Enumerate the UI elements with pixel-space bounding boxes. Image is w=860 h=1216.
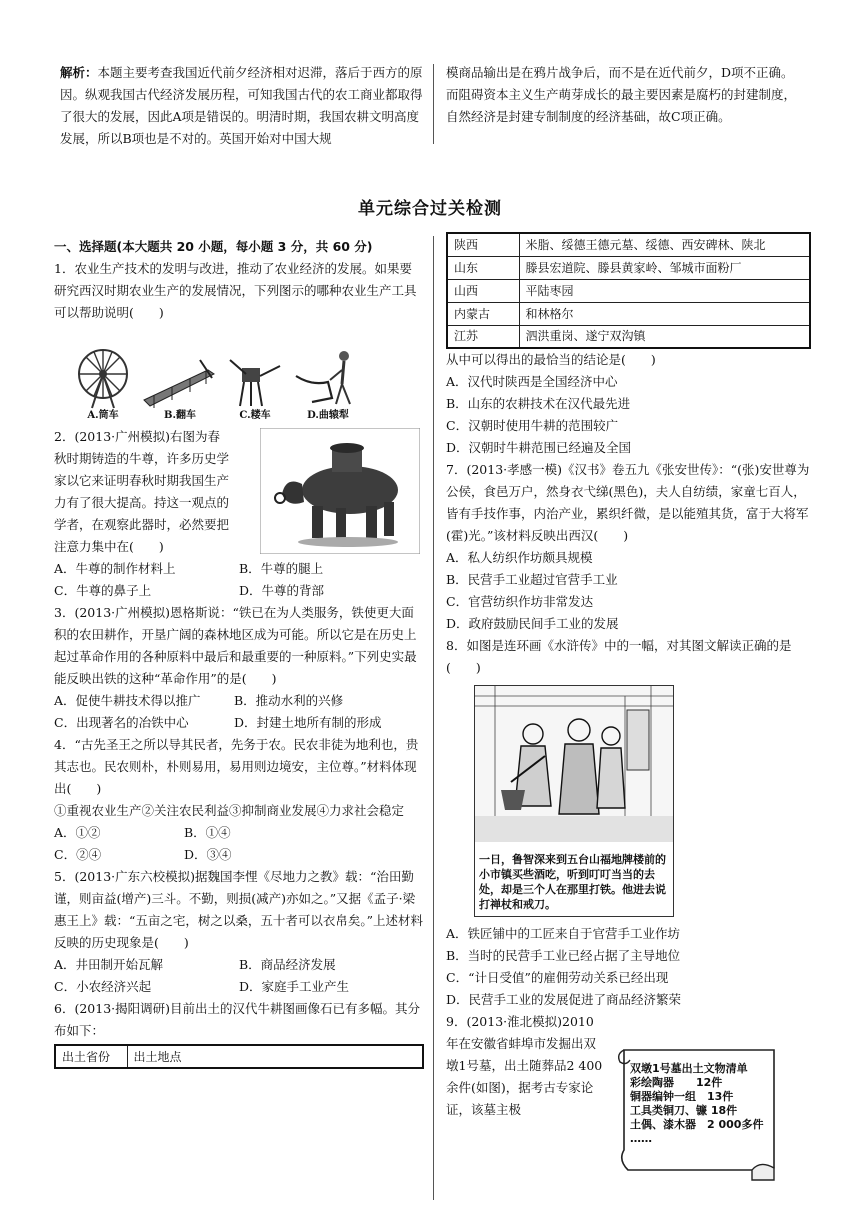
- top-explanation-left: [60, 62, 426, 150]
- page-title: 单元综合过关检测: [358, 199, 502, 219]
- q1-stem: 1．农业生产技术的发明与改进，推动了农业经济的发展。如果要研究西汉时期农业生产的发展情况，下列图示的哪种农业生产工具可以帮助说明( ): [54, 261, 417, 320]
- q2-options-row1: [54, 558, 424, 580]
- q7-option-b[interactable]: B．民营手工业超过官营手工业: [446, 572, 618, 587]
- table-row: [447, 325, 810, 348]
- table-cell: 滕县宏道院、滕县黄家岭、邹城市面粉厂: [519, 256, 810, 279]
- scroll-line: 土偶、漆木器 2 000多件: [630, 1118, 764, 1131]
- tool-label-d: D.曲辕犁: [307, 410, 349, 421]
- table-cell: 米脂、绥德王德元墓、绥德、西安碑林、陕北: [519, 233, 810, 256]
- tool-label-c: C.耧车: [239, 410, 271, 421]
- q8-option-b[interactable]: B．当时的民营手工业已经占据了主导地位: [446, 948, 681, 963]
- column-divider-main: [433, 236, 434, 1200]
- q4-items: ①重视农业生产②关注农民利益③抑制商业发展④力求社会稳定: [54, 803, 405, 818]
- q3-option-b[interactable]: B．推动水利的兴修: [234, 693, 344, 708]
- q4-option-c[interactable]: C．②④: [54, 847, 102, 862]
- tool-waterwheel: [72, 344, 134, 422]
- tool-label-b: B.翻车: [164, 410, 196, 421]
- q8-option-a[interactable]: A．铁匠铺中的工匠来自于官营手工业作坊: [446, 926, 681, 941]
- table-cell: 山东: [447, 256, 519, 279]
- q3-option-d[interactable]: D．封建土地所有制的形成: [234, 715, 382, 730]
- q5-option-d[interactable]: D．家庭手工业产生: [239, 979, 350, 994]
- table-row: [55, 1045, 423, 1068]
- scroll-line: ……: [630, 1132, 652, 1145]
- question-4: [54, 734, 424, 866]
- q4-stem: 4．“古先圣王之所以导其民者，先务于农。民农非徒为地利也，贵其志也。民农则朴，朴则易用，易用则边境安，主位尊。”材料体现出( ): [54, 737, 419, 796]
- q6-option-d[interactable]: D．汉朝时牛耕范围已经遍及全国: [446, 440, 632, 455]
- tool-curved-plough: [292, 346, 364, 422]
- scroll-line: 双墩1号墓出土文物清单: [630, 1062, 748, 1075]
- q7-option-a[interactable]: A．私人纺织作坊颇具规模: [446, 550, 593, 565]
- table-cell: 内蒙古: [447, 302, 519, 325]
- q3-options-row2: [54, 712, 424, 734]
- q5-options-row2: [54, 976, 424, 998]
- plough-icon: [292, 346, 364, 410]
- analysis-text-left: 本题主要考查我国近代前夕经济相对迟滞，落后于西方的原因。纵观我国古代经济发展历程，可知我国古代的农工商业都取得了很大的发展，因此A项是错误的。明清时期，我国农耕文明高度发展，所以B项也是不对的。英国开始对中国大规: [60, 65, 423, 146]
- seed-drill-icon: [226, 350, 284, 410]
- tool-chain-pump: [142, 350, 218, 422]
- bronze-ox-zun-image: [260, 428, 420, 554]
- left-column: [54, 236, 424, 1069]
- question-5: [54, 866, 424, 998]
- q6-option-a[interactable]: A．汉代时陕西是全国经济中心: [446, 374, 618, 389]
- scroll-line: 工具类铜刀、镰 18件: [630, 1104, 738, 1117]
- table-header-province: 出土省份: [55, 1045, 127, 1068]
- comic-caption: 一日，鲁智深来到五台山福地牌楼前的小市镇买些酒吃，听到叮叮当当的去处，却是三个人在那里打铁。他进去说打禅杖和戒刀。: [479, 853, 666, 911]
- table-cell: 泗洪重岗、遂宁双沟镇: [519, 325, 810, 348]
- q8-option-c[interactable]: C．“计日受值”的雇佣劳动关系已经出现: [446, 970, 669, 985]
- q5-option-c[interactable]: C．小农经济兴起: [54, 979, 152, 994]
- table-cell: 和林格尔: [519, 302, 810, 325]
- q2-stem: 2．(2013·广州模拟)右图为春秋时期铸造的牛尊，许多历史学家以它来证明春秋时期我国生产力有了很大提高。持这一观点的学者，在观察此器时，必然要把注意力集中在( ): [54, 429, 230, 554]
- q3-stem: 3．(2013·广州模拟)恩格斯说：“铁已在为人类服务，铁使更大面积的农田耕作，开垦广阔的森林地区成为可能。所以它是在历史上起过革命作用的各种原料中最后和最重要的一种原料。”下列史实最能反映出铁的这种“革命作用”的是( ): [54, 605, 417, 686]
- table-cell: 陕西: [447, 233, 519, 256]
- question-6: [54, 998, 424, 1069]
- tool-label-a: A.筒车: [87, 410, 119, 421]
- waterwheel-icon: [72, 344, 134, 410]
- q4-option-d[interactable]: D．③④: [184, 847, 232, 862]
- table-header-location: 出土地点: [127, 1045, 423, 1068]
- question-3: [54, 602, 424, 734]
- question-1: [54, 258, 424, 422]
- q5-option-a[interactable]: A．井田制开始瓦解: [54, 957, 164, 972]
- q7-option-c[interactable]: C．官营纺织作坊非常发达: [446, 594, 594, 609]
- q5-stem: 5．(2013·广东六校模拟)据魏国李悝《尽地力之教》载：“治田勤谨，则亩益(增产)三斗。不勤，则损(减产)亦如之。”又据《孟子·梁惠王上》载：“五亩之宅，树之以桑，五十者可以衣帛矣。”上述材料反映的历史现象是( ): [54, 869, 424, 950]
- question-2: [54, 426, 424, 602]
- q9-stem: 9．(2013·淮北模拟)2010年在安徽省蚌埠市发掘出双墩1号墓，出土随葬品2 400余件(如图)，据考古专家论证，该墓主极: [446, 1014, 603, 1117]
- scroll-line: 铜器编钟一组 13件: [630, 1090, 734, 1103]
- q4-option-b[interactable]: B．①④: [184, 825, 231, 840]
- comic-panel: [474, 685, 674, 917]
- q2-option-d[interactable]: D．牛尊的背部: [239, 583, 325, 598]
- table-cell: 山西: [447, 279, 519, 302]
- q3-option-c[interactable]: C．出现著名的冶铁中心: [54, 715, 189, 730]
- table-row: [447, 256, 810, 279]
- q8-option-d[interactable]: D．民营手工业的发展促进了商品经济繁荣: [446, 992, 682, 1007]
- blacksmith-comic-image: [475, 686, 673, 842]
- q6-table-body: [446, 232, 811, 349]
- question-7: [446, 459, 811, 635]
- scroll-content: [630, 1062, 780, 1146]
- q6-stem: 6．(2013·揭阳调研)目前出土的汉代牛耕图画像石已有多幅。其分布如下：: [54, 1001, 420, 1038]
- q6-option-b[interactable]: B．山东的农耕技术在汉代最先进: [446, 396, 631, 411]
- q2-options-row2: [54, 580, 424, 602]
- q4-options-row2: [54, 844, 424, 866]
- q8-stem: 8．如图是连环画《水浒传》中的一幅，对其图文解读正确的是( ): [446, 638, 792, 675]
- section-heading: 一、选择题(本大题共 20 小题，每小题 3 分，共 60 分): [54, 239, 373, 254]
- right-column: [446, 232, 811, 1121]
- q2-option-b[interactable]: B．牛尊的腿上: [239, 561, 324, 576]
- q2-option-a[interactable]: A．牛尊的制作材料上: [54, 561, 176, 576]
- tools-figure: [68, 330, 368, 422]
- q7-option-d[interactable]: D．政府鼓励民间手工业的发展: [446, 616, 619, 631]
- q6-after: 从中可以得出的最恰当的结论是( ): [446, 352, 656, 367]
- table-row: [447, 233, 810, 256]
- q4-option-a[interactable]: A．①②: [54, 825, 101, 840]
- tool-seed-drill: [226, 350, 284, 422]
- q3-options-row1: [54, 690, 424, 712]
- q5-options-row1: [54, 954, 424, 976]
- scroll-line: 彩绘陶器 12件: [630, 1076, 723, 1089]
- q6-option-c[interactable]: C．汉朝时使用牛耕的范围较广: [446, 418, 619, 433]
- analysis-label: 解析：: [60, 65, 98, 80]
- table-cell: 江苏: [447, 325, 519, 348]
- column-divider-top: [433, 64, 434, 144]
- q7-stem: 7．(2013·孝感一模)《汉书》卷五九《张安世传》：“(张)安世尊为公侯，食邑万户，然身衣弋绨(黑色)，夫人自纺绩，家童七百人，皆有手技作事，内治产业，累织纤微，是以能殖其货，富于大将军(霍)光。”该材料反映出西汉( ): [446, 462, 810, 543]
- q5-option-b[interactable]: B．商品经济发展: [239, 957, 336, 972]
- q4-options-row1: [54, 822, 424, 844]
- table-row: [447, 302, 810, 325]
- table-cell: 平陆枣园: [519, 279, 810, 302]
- q3-option-a[interactable]: A．促使牛耕技术得以推广: [54, 693, 201, 708]
- q6-table-header: [54, 1044, 424, 1069]
- analysis-text-right: 模商品输出是在鸦片战争后，而不是在近代前夕，D项不正确。而阻碍资本主义生产萌芽成长的最主要因素是腐朽的封建制度，自然经济是封建专制制度的经济基础，故C项正确。: [446, 65, 797, 124]
- q2-option-c[interactable]: C．牛尊的鼻子上: [54, 583, 152, 598]
- table-row: [447, 279, 810, 302]
- chain-pump-icon: [142, 350, 218, 410]
- question-8: [446, 635, 811, 1011]
